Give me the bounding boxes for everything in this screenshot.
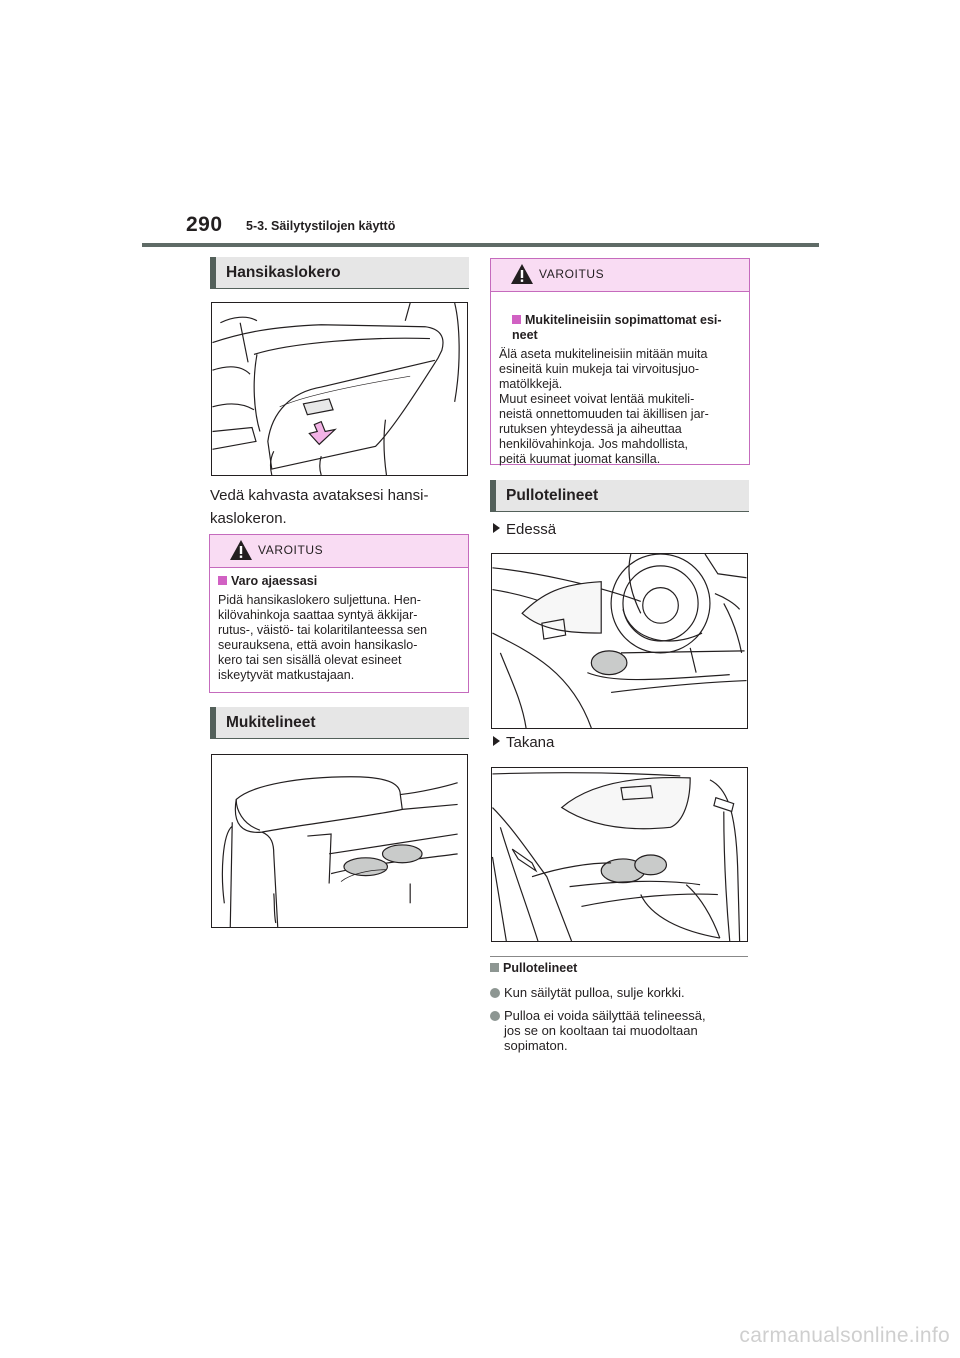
bullet-item — [490, 985, 750, 1000]
section-heading-cupholders: Mukitelineet — [210, 707, 469, 739]
front-bottle-holder-illustration — [491, 553, 748, 729]
square-bullet-icon — [512, 315, 521, 324]
section-heading-glovebox: Hansikaslokero — [210, 257, 469, 289]
watermark: carmanualsonline.info — [739, 1324, 950, 1347]
bullet-text: Pulloa ei voida säilyttää telineessä, jos se on kooltaan tai muodoltaan sopimaton. — [504, 1008, 706, 1053]
glovebox-illustration — [211, 302, 468, 476]
round-bullet-icon — [490, 988, 500, 998]
warning-title: VAROITUS — [258, 543, 324, 557]
front-label — [493, 522, 556, 537]
rear-label — [493, 735, 554, 750]
bullet-item — [490, 1008, 750, 1053]
glovebox-caption: Vedä kahvasta avataksesi hansi- kaslokeron. — [210, 487, 429, 527]
warning-header — [491, 259, 749, 292]
warning-text: Pidä hansikaslokero suljettuna. Hen- kilövahinkoja saattaa syntyä äkkijar- rutus-, väistö- tai kolaritilanteessa sen seurauksena, että avoin hansikaslo- kero tai sen sisällä olevat esineet iskeytyvät matkustajaan. — [218, 593, 428, 682]
front-label-text: Edessä — [506, 521, 557, 538]
warning-text: Älä aseta mukitelineisiin mitään muita esineitä kuin mukeja tai virvoitusjuo- matölkkejä. Muut esineet voivat lentää mukiteli- neistä onnettomuuden tai äkillisen jar- rutuksen yhteydessä ja aiheuttaa henkilövahinkoja. Jos mahdollista, peitä kuumat juomat kansilla. — [499, 347, 709, 466]
square-bullet-icon — [490, 963, 499, 972]
warning-header — [210, 535, 468, 568]
warning-triangle-icon — [229, 539, 253, 561]
cupholder-illustration — [211, 754, 468, 928]
warning-triangle-icon — [510, 263, 534, 285]
section-heading-bottle-holders: Pullotelineet — [490, 480, 749, 512]
warning-title: VAROITUS — [539, 267, 605, 281]
rear-label-text: Takana — [506, 734, 555, 751]
bullet-text: Kun säilytät pulloa, sulje korkki. — [504, 985, 685, 1000]
warning-subtitle: Varo ajaessasi — [231, 574, 318, 588]
triangle-arrow-icon — [493, 736, 500, 746]
square-bullet-icon — [218, 576, 227, 585]
page-number: 290 — [186, 213, 223, 236]
header-rule — [142, 243, 819, 247]
rear-bottle-holder-illustration — [491, 767, 748, 942]
running-header: 5-3. Säilytystilojen käyttö — [246, 219, 396, 233]
note-heading-text: Pullotelineet — [503, 961, 578, 975]
warning-box-glovebox — [209, 534, 469, 693]
note-divider — [490, 956, 748, 957]
note-heading — [490, 962, 577, 975]
warning-box-cupholders — [490, 258, 750, 465]
round-bullet-icon — [490, 1011, 500, 1021]
warning-subtitle: Mukitelineisiin sopimattomat esi- neet — [512, 313, 722, 342]
triangle-arrow-icon — [493, 523, 500, 533]
